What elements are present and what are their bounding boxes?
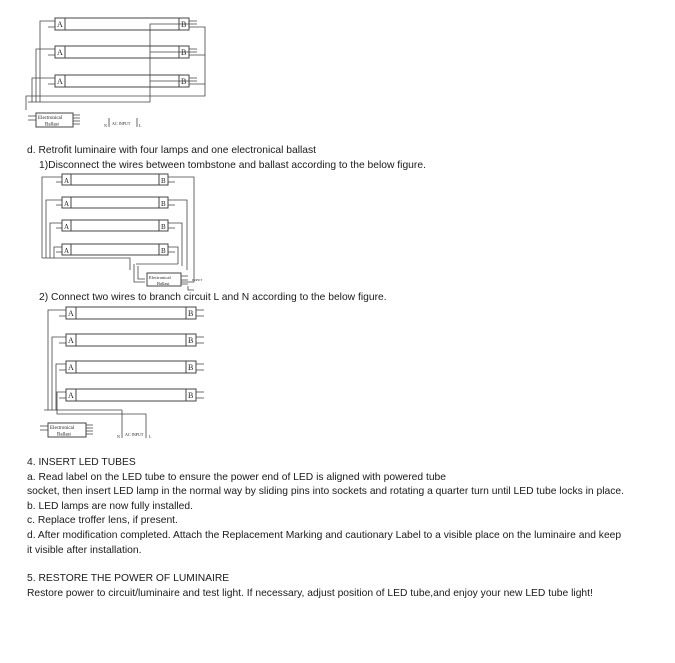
lamp-end-a-label: A <box>64 223 70 231</box>
lamp-end-a-label: A <box>57 77 63 86</box>
ac-input-neutral-label: N <box>117 434 120 439</box>
ballast-label: Ballast <box>157 281 170 286</box>
spacer <box>27 558 657 572</box>
section-5-title: 5. RESTORE THE POWER OF LUMINAIRE <box>27 573 230 585</box>
ac-input-line-label: L <box>139 123 142 128</box>
section-4-item-a-line-1: a. Read label on the LED tube to ensure the power end of LED is aligned with powered tube <box>27 471 447 483</box>
lamp-end-b-label: B <box>188 391 194 400</box>
lamp-tube <box>62 174 168 185</box>
lamp-tube <box>62 244 168 255</box>
lamp-end-a-label: A <box>64 200 70 208</box>
lamp-end-a-label: A <box>68 336 74 345</box>
section-4-title: 4. INSERT LED TUBES <box>27 457 136 468</box>
section-d-heading: d. Retrofit luminaire with four lamps and one electronical ballast <box>27 145 317 156</box>
lamp-end-b-label: B <box>161 247 166 255</box>
lamp-end-b-label: B <box>181 48 187 57</box>
section-4-item-d-line-1: d. After modification completed. Attach the Replacement Marking and cautionary Label to a visible place on the luminaire and keep <box>27 529 622 541</box>
lamp-end-b-label: B <box>188 336 194 345</box>
lamp-tube <box>66 389 196 401</box>
section-d-step-2: 2) Connect two wires to branch circuit L and N according to the below figure. <box>39 292 387 303</box>
ac-input-label: AC INPUT <box>112 121 131 126</box>
lamp-end-b-label: B <box>181 20 187 29</box>
instructions-block <box>27 456 657 601</box>
ballast-label: Ballast <box>57 432 71 438</box>
lamp-end-a-label: A <box>68 391 74 400</box>
diagram-four-lamp-connected <box>40 307 204 439</box>
ac-input-label: INPUT <box>192 278 203 282</box>
diagram-three-lamp-wiring <box>26 18 205 128</box>
lamp-tube <box>62 220 168 231</box>
section-4-item-a-line-2: socket, then insert LED lamp in the normal way by sliding pins into sockets and rotating a quarter turn until LED tube locks in place. <box>27 486 624 498</box>
lamp-end-b-label: B <box>161 223 166 231</box>
diagram-four-lamp-disconnect <box>42 174 203 290</box>
lamp-end-b-label: B <box>188 309 194 318</box>
section-d-step-1: 1)Disconnect the wires between tombstone and ballast according to the below figure. <box>39 160 426 171</box>
ballast-label: Electronical <box>38 116 63 121</box>
section-4-item-c: c. Replace troffer lens, if present. <box>27 515 178 527</box>
ac-input-label: AC INPUT <box>125 432 144 437</box>
lamp-end-b-label: B <box>181 77 187 86</box>
lamp-end-a-label: A <box>64 177 70 185</box>
lamp-end-a-label: A <box>68 309 74 318</box>
lamp-end-b-label: B <box>188 363 194 372</box>
ballast-label: Ballast <box>45 122 59 128</box>
ballast-label: Electronical <box>149 275 171 280</box>
lamp-end-b-label: B <box>161 200 166 208</box>
section-5-body: Restore power to circuit/luminaire and test light. If necessary, adjust position of LED tube,and enjoy your new LED tube light! <box>27 587 593 599</box>
lamp-end-b-label: B <box>161 177 166 185</box>
ballast-label: Electronical <box>50 426 75 431</box>
lamp-tube <box>66 334 196 346</box>
section-4-item-d-line-2: it visible after installation. <box>27 544 142 556</box>
lamp-end-a-label: A <box>57 48 63 57</box>
lamp-tube <box>66 307 196 319</box>
lamp-end-a-label: A <box>57 20 63 29</box>
section-4-item-b: b. LED lamps are now fully installed. <box>27 500 193 512</box>
lamp-tube <box>62 197 168 208</box>
lamp-end-a-label: A <box>68 363 74 372</box>
ac-input-neutral-label: N <box>104 123 107 128</box>
ac-input-line-label: L <box>149 434 152 439</box>
lamp-end-a-label: A <box>64 247 70 255</box>
lamp-tube <box>66 361 196 373</box>
